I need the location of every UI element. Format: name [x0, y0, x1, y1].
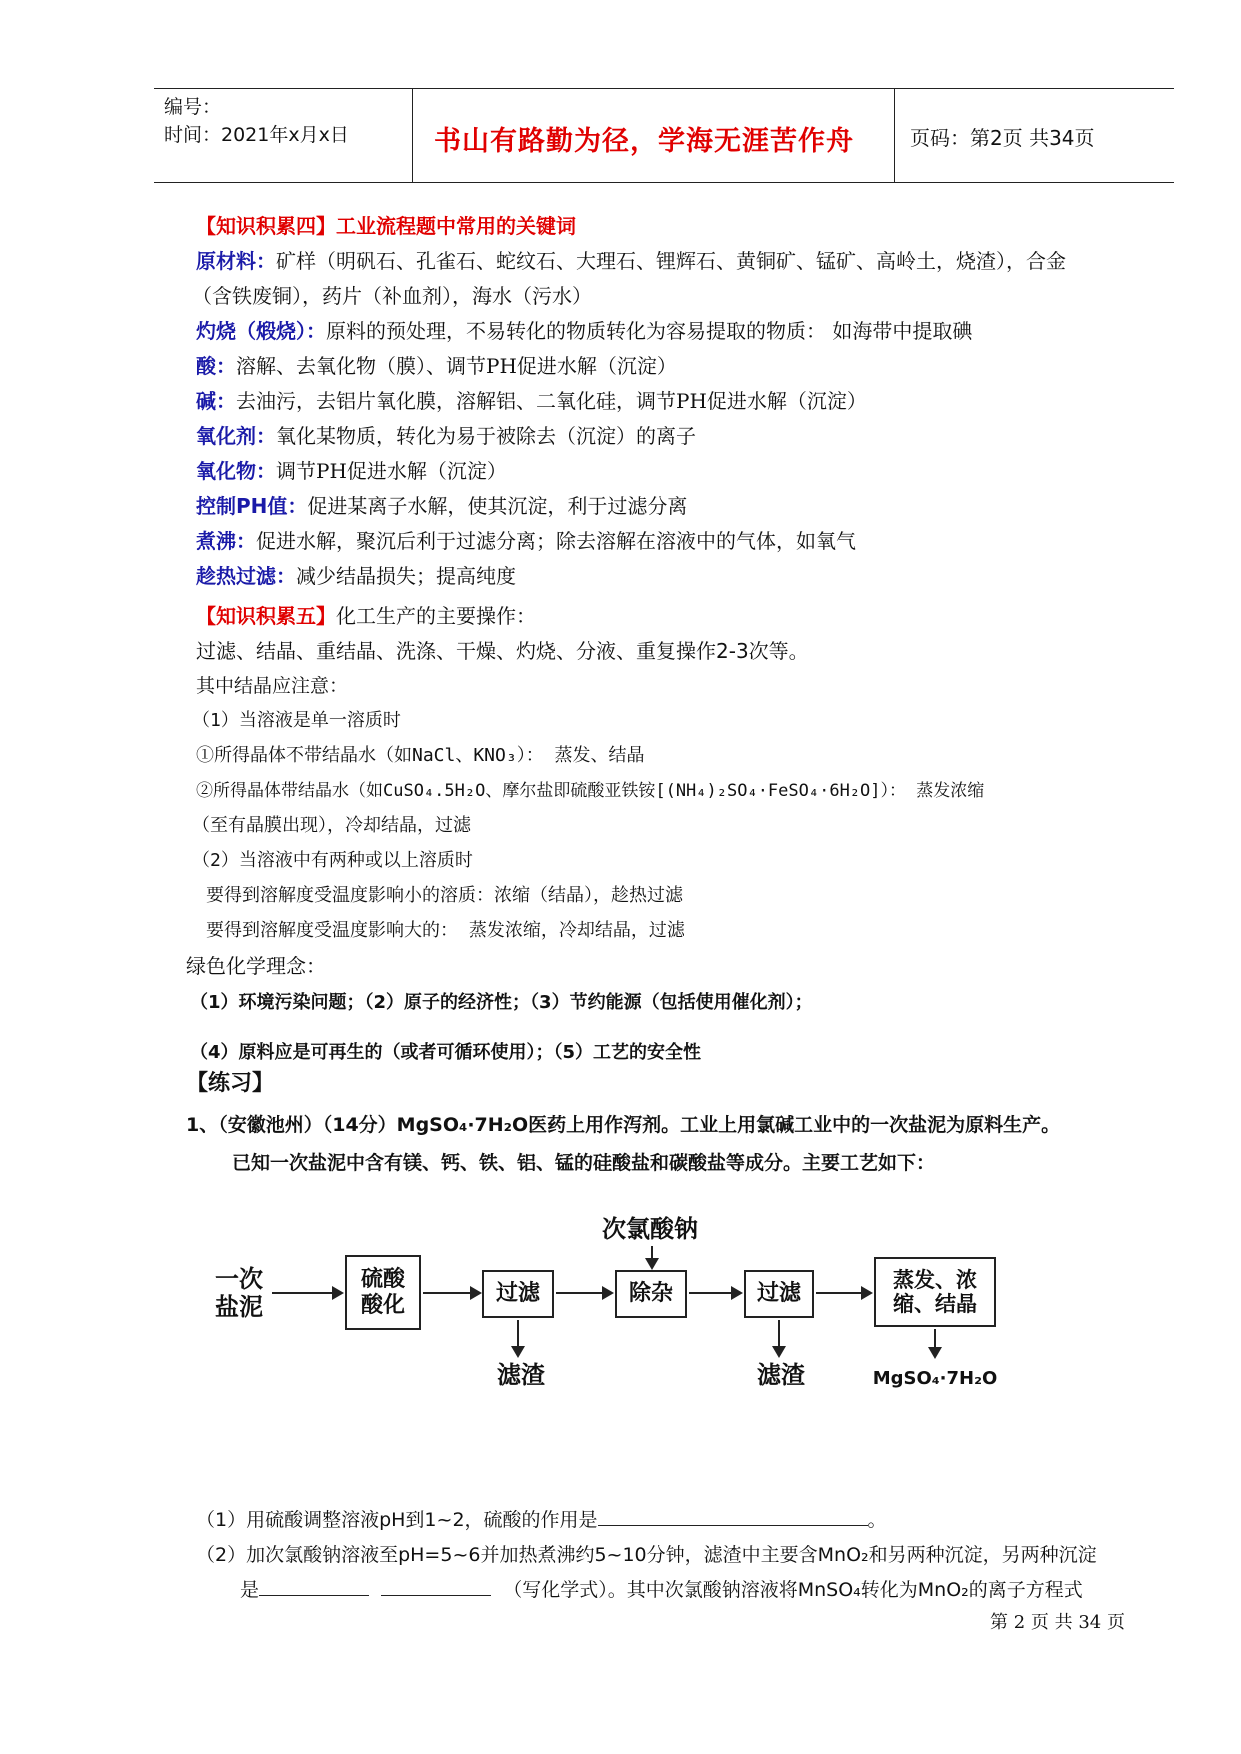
- keyword-desc: 去油污，去铝片氧化膜，溶解铝、二氧化硅，调节PH促进水解（沉淀）: [236, 389, 867, 413]
- section5-title-red: 【知识积累五】: [196, 604, 336, 628]
- keyword-term: 酸：: [196, 354, 236, 378]
- keyword-desc: 减少结晶损失；提高纯度: [296, 564, 516, 588]
- section5-c1a: ①所得晶体不带结晶水（如NaCl、KNO₃）： 蒸发、结晶: [196, 745, 645, 766]
- page-header: [154, 88, 1174, 183]
- keyword-desc: 促进水解，聚沉后利于过滤分离；除去溶解在溶液中的气体，如氧气: [256, 529, 856, 553]
- subq1: [196, 1507, 887, 1533]
- section5-c1: （1）当溶液是单一溶质时: [192, 710, 401, 731]
- keyword-item: [196, 528, 856, 554]
- section5-title: [196, 603, 536, 629]
- answer-blank[interactable]: [259, 1577, 369, 1596]
- header-divider: [894, 89, 895, 182]
- flow-reagent: 次氯酸钠: [602, 1215, 698, 1243]
- flow-box-filter2: 过滤: [744, 1270, 814, 1318]
- header-motto: 书山有路勤为径，学海无涯苦作舟: [434, 126, 854, 157]
- flow-arrow-down: [517, 1320, 519, 1356]
- subq1-prefix: （1）用硫酸调整溶液pH到1~2，硫酸的作用是: [196, 1509, 598, 1531]
- flow-box-filter1: 过滤: [482, 1270, 554, 1318]
- subq2-line1: （2）加次氯酸钠溶液至pH=5~6并加热煮沸约5~10分钟，滤渣中主要含MnO₂和另两种沉淀，另两种沉淀: [196, 1544, 1097, 1566]
- keyword-desc: 矿样（明矾石、孔雀石、蛇纹石、大理石、锂辉石、黄铜矿、锰矿、高岭土，烧渣），合金: [276, 249, 1066, 273]
- keyword-item: [196, 563, 516, 589]
- page-footer: 第 2 页 共 34 页: [990, 1612, 1125, 1633]
- question1-line2: 已知一次盐泥中含有镁、钙、铁、铝、锰的硅酸盐和碳酸盐等成分。主要工艺如下：: [232, 1152, 936, 1174]
- keyword-item: [196, 423, 696, 449]
- section4-title: 【知识积累四】工业流程题中常用的关键词: [196, 214, 576, 238]
- keyword-term: 氧化物：: [196, 459, 276, 483]
- practice-title: 【练习】: [186, 1071, 275, 1096]
- flow-arrow-down: [934, 1329, 936, 1357]
- keyword-item: [196, 353, 677, 379]
- flow-arrow: [689, 1292, 741, 1294]
- keyword-item: [196, 318, 972, 344]
- flow-arrow: [272, 1292, 342, 1294]
- flow-box-impurity-removal: 除杂: [615, 1270, 687, 1318]
- subq2-suffix: （写化学式）。其中次氯酸钠溶液将MnSO₄转化为MnO₂的离子方程式: [503, 1579, 1083, 1601]
- header-page-info: 页码：第2页 共34页: [910, 126, 1095, 150]
- keyword-term: 氧化剂：: [196, 424, 276, 448]
- flow-product: MgSO₄·7H₂O: [872, 1368, 998, 1389]
- keyword-term: 灼烧（煅烧）：: [196, 319, 326, 343]
- keyword-item: [196, 458, 507, 484]
- keyword-desc: 溶解、去氧化物（膜）、调节PH促进水解（沉淀）: [236, 354, 677, 378]
- header-number: 编号：: [164, 96, 222, 118]
- section5-title-black: 化工生产的主要操作：: [336, 604, 536, 628]
- keyword-term: 原材料：: [196, 249, 276, 273]
- keyword-desc: （含铁废铜），药片（补血剂），海水（污水）: [192, 284, 592, 308]
- keyword-item: [196, 388, 867, 414]
- section5-c1b2: （至有晶膜出现），冷却结晶，过滤: [192, 815, 471, 836]
- green-line1: （1）环境污染问题；（2）原子的经济性；（3）节约能源（包括使用催化剂）；: [190, 992, 813, 1013]
- flow-arrow: [816, 1292, 871, 1294]
- keyword-term: 碱：: [196, 389, 236, 413]
- subq1-suffix: 。: [867, 1509, 887, 1531]
- section5-c2b: 要得到溶解度受温度影响大的： 蒸发浓缩，冷却结晶，过滤: [206, 920, 685, 941]
- header-meta: [164, 93, 349, 149]
- keyword-item: [196, 493, 687, 519]
- flow-residue2: 滤渣: [757, 1361, 805, 1389]
- flow-arrow-down: [651, 1246, 653, 1268]
- header-divider: [412, 89, 413, 182]
- subq2-prefix: 是: [240, 1579, 260, 1601]
- flow-residue1: 滤渣: [497, 1361, 545, 1389]
- keyword-item: [192, 283, 592, 309]
- keyword-term: 煮沸：: [196, 529, 256, 553]
- header-time: 时间：2021年x月x日: [164, 124, 349, 146]
- section5-c1b: ②所得晶体带结晶水（如CuSO₄.5H₂O、摩尔盐即硫酸亚铁铵[(NH₄)₂SO₄·FeSO₄·6H₂O]）： 蒸发浓缩: [196, 781, 985, 801]
- keyword-item: [196, 248, 1066, 274]
- flow-arrow: [423, 1292, 480, 1294]
- keyword-desc: 调节PH促进水解（沉淀）: [276, 459, 507, 483]
- section5-c2: （2）当溶液中有两种或以上溶质时: [192, 850, 473, 871]
- keyword-desc: 原料的预处理，不易转化的物质转化为容易提取的物质： 如海带中提取碘: [326, 319, 973, 343]
- keyword-term: 趁热过滤：: [196, 564, 296, 588]
- subq2-line2: [240, 1577, 1083, 1603]
- keyword-desc: 促进某离子水解，使其沉淀，利于过滤分离: [307, 494, 688, 518]
- keyword-term: 控制PH值：: [196, 494, 308, 518]
- flow-box-acidify: 硫酸 酸化: [345, 1255, 421, 1330]
- flow-arrow-down: [778, 1320, 780, 1356]
- flow-box-crystallize: 蒸发、浓 缩、结晶: [874, 1257, 996, 1327]
- keyword-desc: 氧化某物质，转化为易于被除去（沉淀）的离子: [276, 424, 696, 448]
- section5-ops: 过滤、结晶、重结晶、洗涤、干燥、灼烧、分液、重复操作2-3次等。: [196, 639, 809, 663]
- flow-start-label: 一次 盐泥: [215, 1265, 263, 1321]
- green-title: 绿色化学理念：: [186, 954, 326, 978]
- green-line2: （4）原料应是可再生的（或者可循环使用）；（5）工艺的安全性: [190, 1042, 702, 1063]
- answer-blank[interactable]: [598, 1507, 868, 1526]
- question1-line1: 1、（安徽池州）（14分）MgSO₄·7H₂O医药上用作泻剂。工业上用氯碱工业中的一次盐泥为原料生产。: [186, 1114, 1061, 1136]
- section5-note: 其中结晶应注意：: [196, 675, 349, 697]
- answer-blank[interactable]: [381, 1577, 491, 1596]
- flow-arrow: [556, 1292, 612, 1294]
- section5-c2a: 要得到溶解度受温度影响小的溶质：浓缩（结晶），趁热过滤: [206, 885, 683, 906]
